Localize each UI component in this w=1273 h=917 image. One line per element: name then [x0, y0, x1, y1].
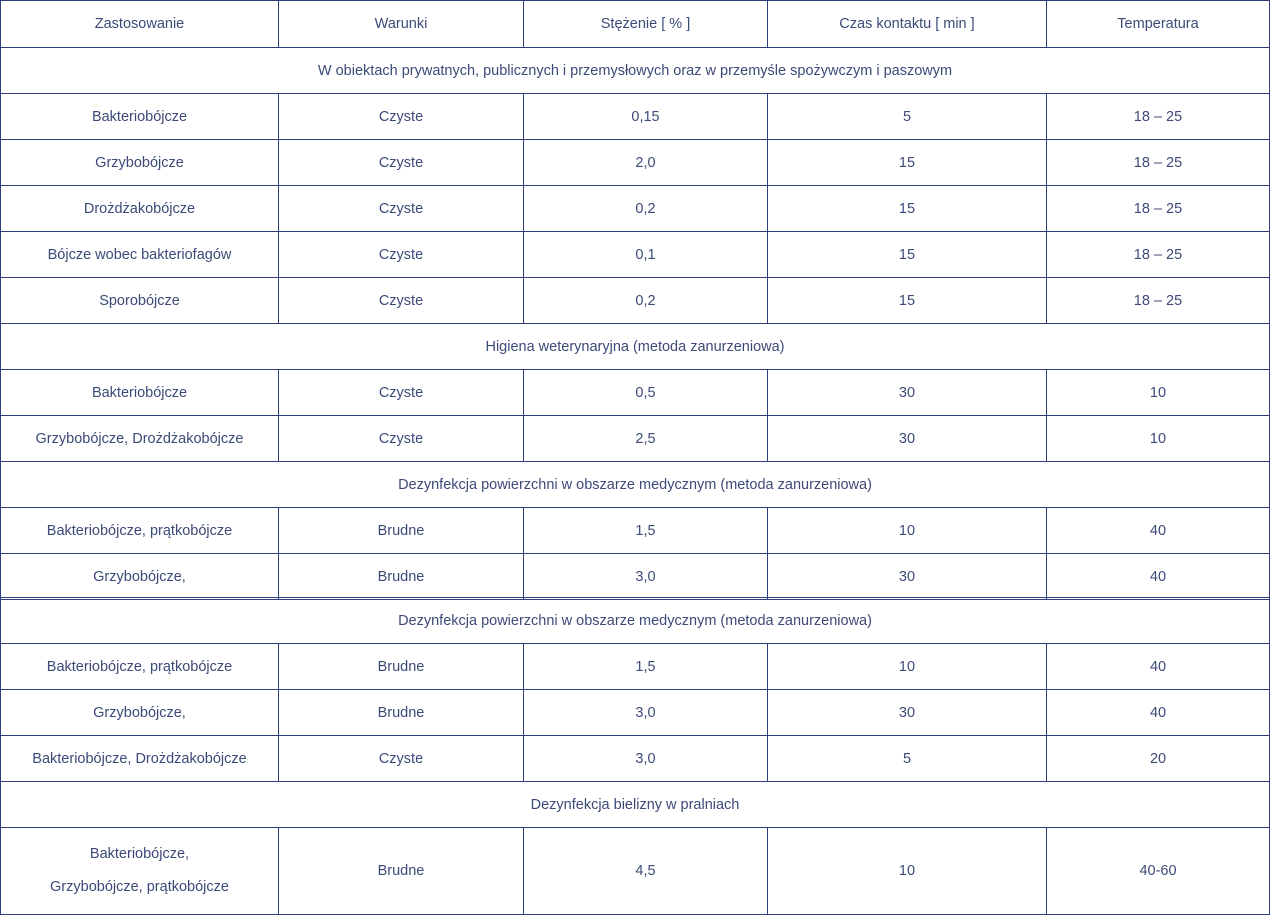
section-row: [1, 598, 1270, 644]
cell-use: Grzybobójcze: [1, 140, 279, 186]
cell-conditions: Czyste: [279, 278, 524, 324]
cell-use: Grzybobójcze, Drożdżakobójcze: [1, 416, 279, 462]
cell-contact-time: 30: [768, 690, 1047, 736]
col-header-warunki: Warunki: [279, 1, 524, 48]
cell-use: Drożdżakobójcze: [1, 186, 279, 232]
table-row: [1, 554, 1270, 600]
cell-concentration: 0,1: [524, 232, 768, 278]
cell-temperature: 20: [1047, 736, 1270, 782]
cell-temperature: 18 – 25: [1047, 140, 1270, 186]
cell-concentration: 3,0: [524, 736, 768, 782]
col-header-stezenie: Stężenie [ % ]: [524, 1, 768, 48]
cell-concentration: 0,15: [524, 94, 768, 140]
cell-contact-time: 30: [768, 416, 1047, 462]
table-row: [1, 370, 1270, 416]
cell-temperature: 18 – 25: [1047, 94, 1270, 140]
cell-conditions: Czyste: [279, 94, 524, 140]
cell-concentration: 3,0: [524, 690, 768, 736]
cell-use: Bójcze wobec bakteriofagów: [1, 232, 279, 278]
section-row: [1, 462, 1270, 508]
disinfection-table-2: [0, 597, 1270, 915]
cell-use-line-2: Grzybobójcze, prątkobójcze: [50, 879, 229, 895]
cell-contact-time: 30: [768, 554, 1047, 600]
cell-temperature: 40-60: [1047, 828, 1270, 915]
cell-concentration: 0,2: [524, 278, 768, 324]
cell-temperature: 40: [1047, 508, 1270, 554]
cell-temperature: 40: [1047, 554, 1270, 600]
cell-concentration: 2,0: [524, 140, 768, 186]
table-row: [1, 690, 1270, 736]
cell-temperature: 18 – 25: [1047, 186, 1270, 232]
cell-contact-time: 15: [768, 278, 1047, 324]
cell-contact-time: 10: [768, 828, 1047, 915]
section-row: [1, 48, 1270, 94]
cell-use: Bakteriobójcze, prątkobójcze: [1, 508, 279, 554]
table-row: [1, 644, 1270, 690]
cell-concentration: 3,0: [524, 554, 768, 600]
cell-contact-time: 5: [768, 94, 1047, 140]
cell-conditions: Brudne: [279, 828, 524, 915]
cell-concentration: 1,5: [524, 508, 768, 554]
table-row: [1, 140, 1270, 186]
cell-conditions: Brudne: [279, 554, 524, 600]
table-row: [1, 278, 1270, 324]
cell-use: Grzybobójcze,: [1, 690, 279, 736]
cell-contact-time: 10: [768, 644, 1047, 690]
section-title: Dezynfekcja bielizny w pralniach: [1, 782, 1270, 828]
cell-contact-time: 10: [768, 508, 1047, 554]
table-row: [1, 232, 1270, 278]
cell-conditions: Brudne: [279, 508, 524, 554]
cell-use: Bakteriobójcze: [1, 370, 279, 416]
table-row: [1, 186, 1270, 232]
cell-contact-time: 30: [768, 370, 1047, 416]
cell-use: Sporobójcze: [1, 278, 279, 324]
cell-conditions: Czyste: [279, 736, 524, 782]
cell-temperature: 40: [1047, 644, 1270, 690]
cell-use-line-1: Bakteriobójcze,: [89, 846, 190, 862]
cell-temperature: 40: [1047, 690, 1270, 736]
cell-conditions: Czyste: [279, 232, 524, 278]
section-title: Dezynfekcja powierzchni w obszarze medycznym (metoda zanurzeniowa): [1, 462, 1270, 508]
table-row: [1, 736, 1270, 782]
col-header-temperatura: Temperatura: [1047, 1, 1270, 48]
section-title: Dezynfekcja powierzchni w obszarze medycznym (metoda zanurzeniowa): [1, 598, 1270, 644]
header-row: [1, 1, 1270, 48]
cell-conditions: Brudne: [279, 644, 524, 690]
cell-temperature: 18 – 25: [1047, 232, 1270, 278]
cell-temperature: 10: [1047, 416, 1270, 462]
cell-use: [1, 828, 279, 915]
cell-conditions: Czyste: [279, 370, 524, 416]
cell-use: Bakteriobójcze, prątkobójcze: [1, 644, 279, 690]
cell-temperature: 18 – 25: [1047, 278, 1270, 324]
cell-conditions: Brudne: [279, 690, 524, 736]
cell-use: Bakteriobójcze: [1, 94, 279, 140]
cell-contact-time: 15: [768, 232, 1047, 278]
table-row: [1, 508, 1270, 554]
cell-concentration: 0,5: [524, 370, 768, 416]
col-header-zastosowanie: Zastosowanie: [1, 1, 279, 48]
cell-use: Grzybobójcze,: [1, 554, 279, 600]
table-row: [1, 416, 1270, 462]
cell-contact-time: 15: [768, 186, 1047, 232]
section-row: [1, 782, 1270, 828]
cell-concentration: 0,2: [524, 186, 768, 232]
cell-conditions: Czyste: [279, 416, 524, 462]
cell-contact-time: 15: [768, 140, 1047, 186]
table-row: [1, 828, 1270, 915]
section-title: Higiena weterynaryjna (metoda zanurzeniowa): [1, 324, 1270, 370]
cell-use: Bakteriobójcze, Drożdżakobójcze: [1, 736, 279, 782]
cell-conditions: Czyste: [279, 186, 524, 232]
section-title: W obiektach prywatnych, publicznych i przemysłowych oraz w przemyśle spożywczym i paszowym: [1, 48, 1270, 94]
section-row: [1, 324, 1270, 370]
col-header-czas: Czas kontaktu [ min ]: [768, 1, 1047, 48]
cell-concentration: 4,5: [524, 828, 768, 915]
cell-conditions: Czyste: [279, 140, 524, 186]
cell-concentration: 2,5: [524, 416, 768, 462]
cell-concentration: 1,5: [524, 644, 768, 690]
table-row: [1, 94, 1270, 140]
cell-contact-time: 5: [768, 736, 1047, 782]
cell-temperature: 10: [1047, 370, 1270, 416]
